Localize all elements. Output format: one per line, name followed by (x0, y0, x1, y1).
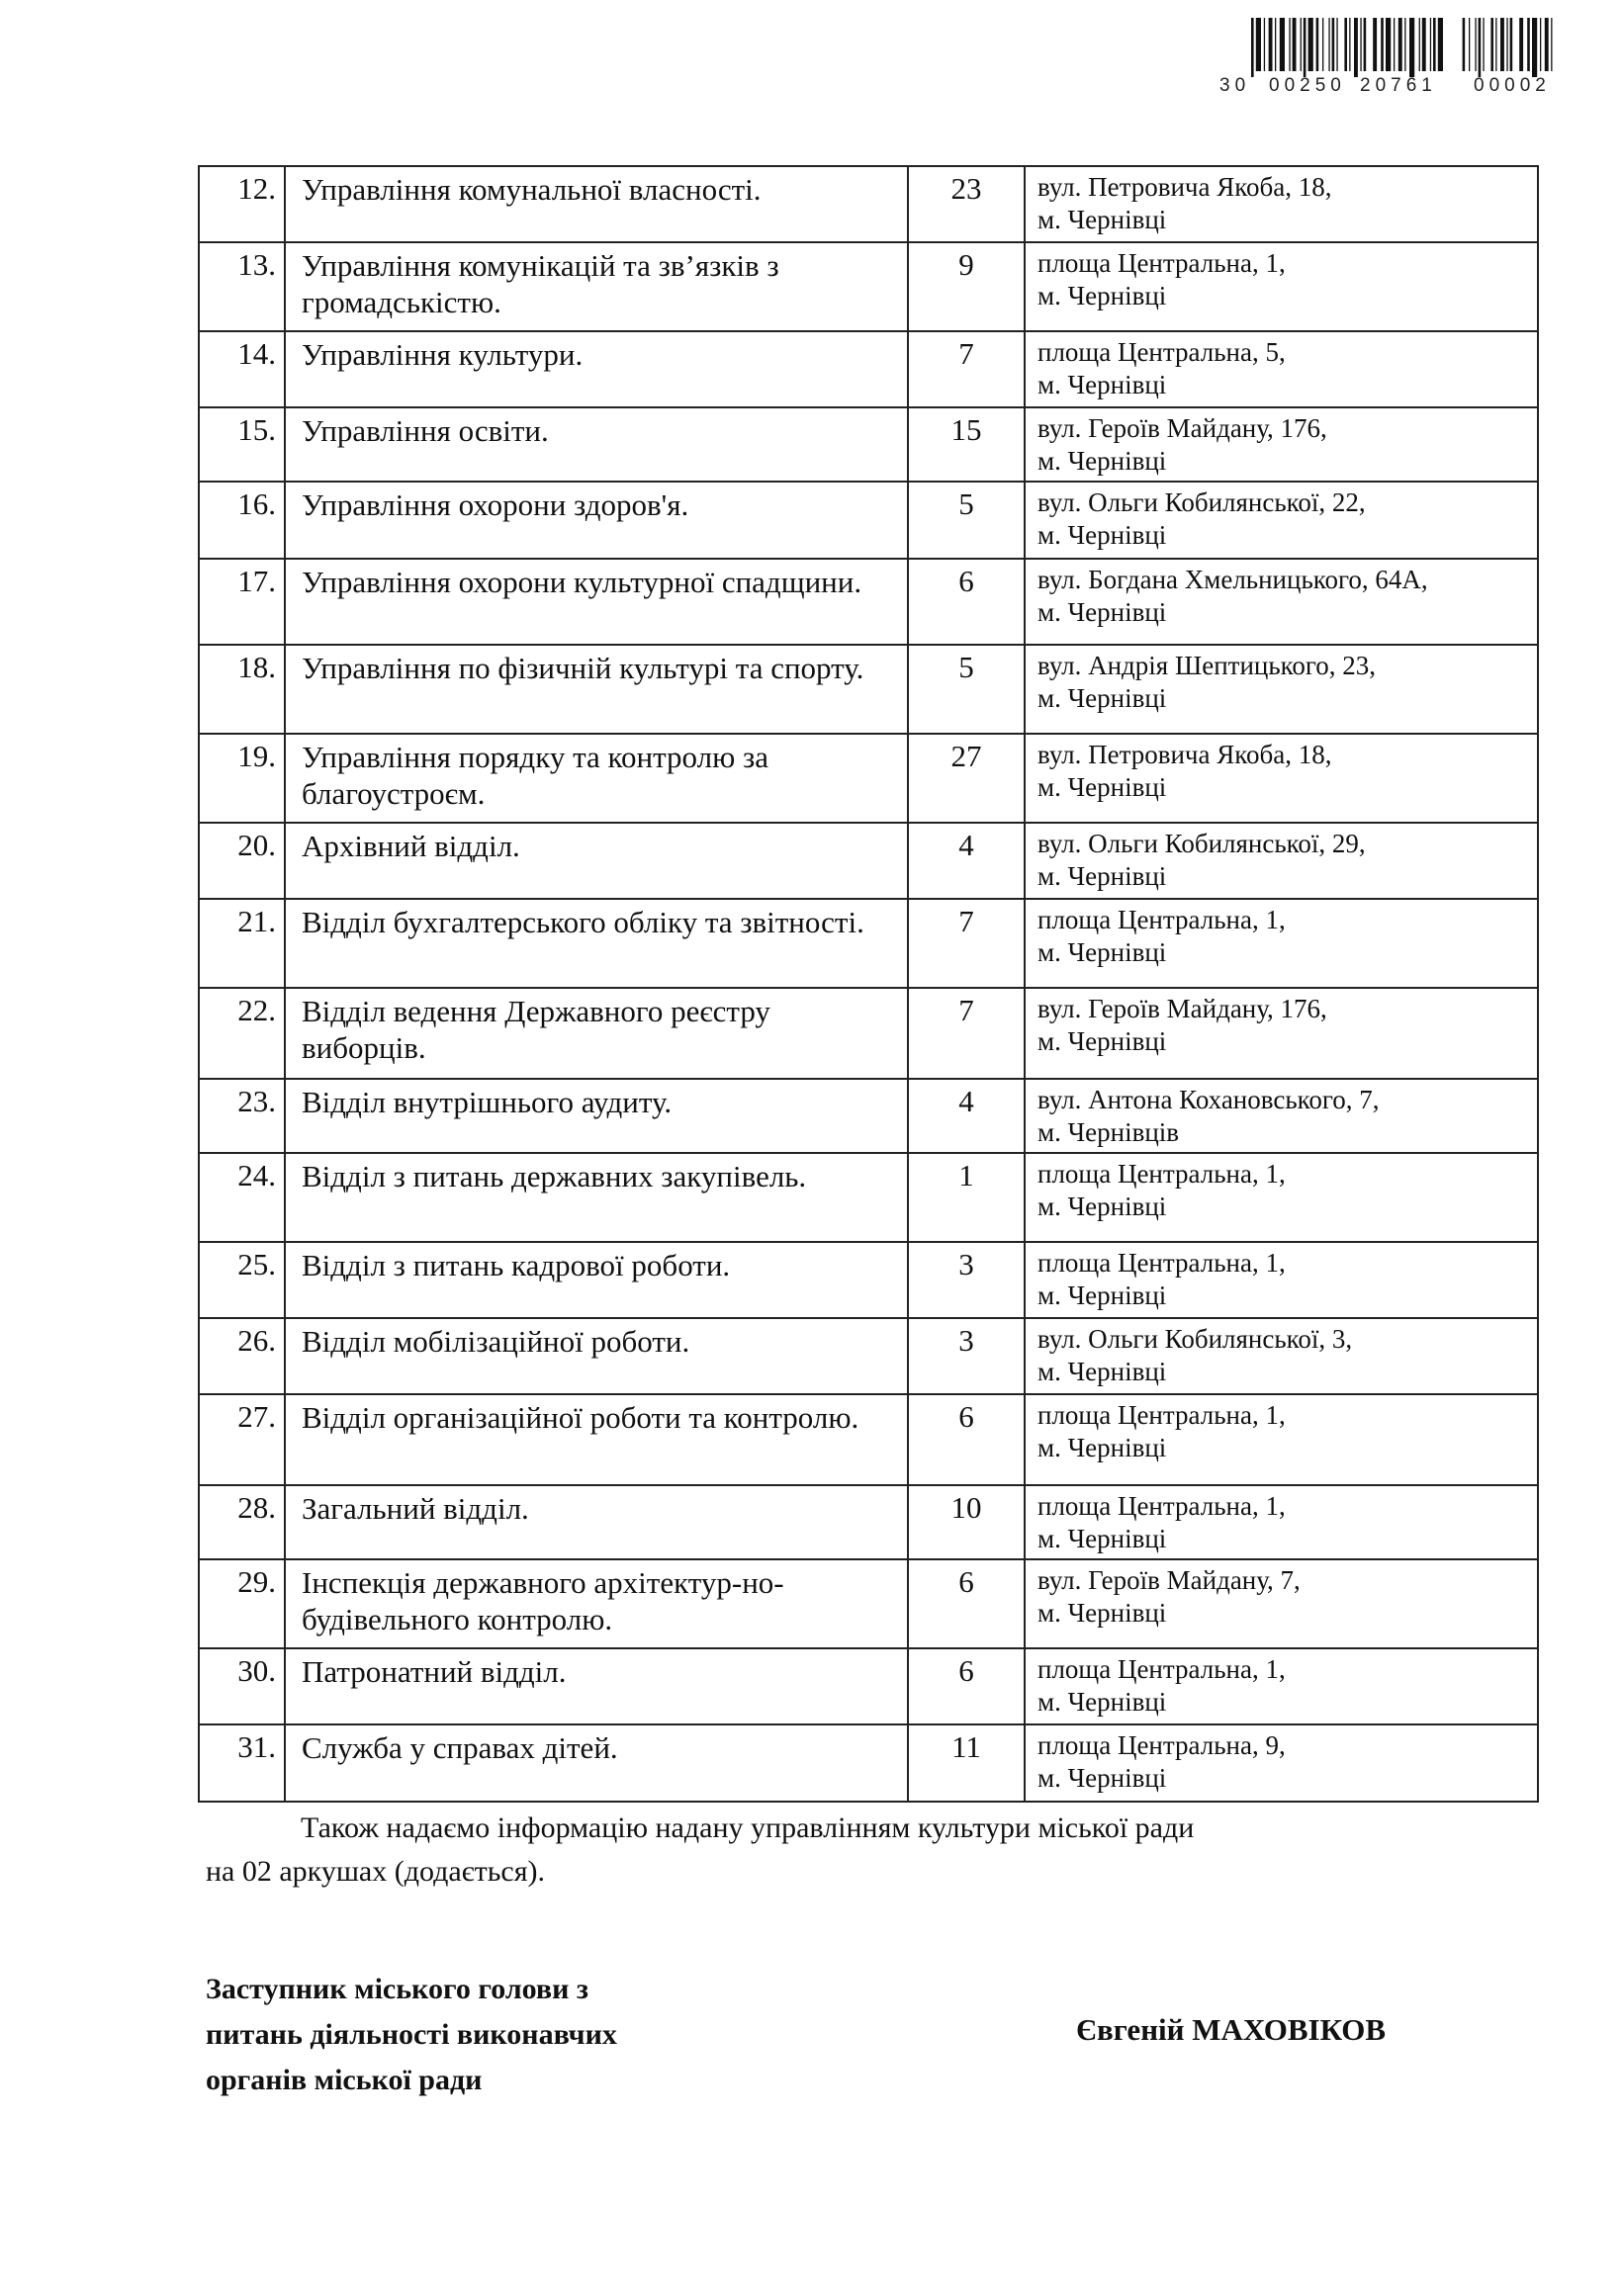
signatory-title (206, 1967, 617, 2103)
barcode-bar (1373, 18, 1377, 71)
department-name: Відділ організаційної роботи та контролю. (285, 1394, 908, 1485)
barcode-bar (1251, 18, 1254, 77)
address-line: м. Чернівці (1037, 1192, 1167, 1221)
address-line: вул. Петровича Якоба, 18, (1037, 740, 1332, 769)
barcode-bar (1322, 18, 1323, 71)
document-body (198, 165, 1553, 2115)
table-row (199, 1242, 1538, 1318)
address-line: вул. Героїв Майдану, 176, (1037, 413, 1327, 443)
signatory-title-line: органів міської ради (206, 2064, 483, 2096)
department-name: Відділ внутрішнього аудиту. (285, 1079, 908, 1153)
address-line: вул. Петровича Якоба, 18, (1037, 172, 1332, 202)
row-number: 16. (199, 482, 285, 559)
address-line: площа Центральна, 1, (1037, 1654, 1286, 1684)
address-line: м. Чернівці (1037, 1280, 1167, 1310)
department-name: Управління по фізичній культурі та спорту. (285, 645, 908, 734)
staff-count: 10 (908, 1485, 1025, 1559)
note-line: на 02 аркушах (додається). (206, 1855, 545, 1888)
barcode-bar (1381, 18, 1384, 71)
department-name: Управління комунікацій та зв’язків з громадськістю. (285, 242, 908, 331)
address (1025, 645, 1538, 734)
barcode-bar (1490, 18, 1493, 71)
barcode-bar (1264, 18, 1265, 71)
department-name: Відділ мобілізаційної роботи. (285, 1318, 908, 1394)
barcode-bar (1438, 18, 1443, 71)
address-line: м. Чернівці (1037, 1026, 1167, 1056)
address (1025, 823, 1538, 899)
barcode-bar (1463, 18, 1466, 71)
barcode-bar (1304, 18, 1307, 77)
address (1025, 1242, 1538, 1318)
staff-count: 3 (908, 1242, 1025, 1318)
barcode-bar (1419, 18, 1420, 71)
address (1025, 1079, 1538, 1153)
table-row (199, 242, 1538, 331)
address-line: площа Центральна, 5, (1037, 337, 1286, 367)
address-line: м. Чернівці (1037, 1433, 1167, 1462)
table-row (199, 1648, 1538, 1724)
address-line: вул. Богдана Хмельницького, 64А, (1037, 565, 1428, 594)
department-name: Управління комунальної власності. (285, 166, 908, 242)
department-name: Відділ з питань державних закупівель. (285, 1153, 908, 1242)
address (1025, 242, 1538, 331)
staff-count: 5 (908, 645, 1025, 734)
address-line: м. Чернівці (1037, 1763, 1167, 1793)
staff-count: 7 (908, 988, 1025, 1079)
staff-count: 7 (908, 899, 1025, 988)
barcode-bar (1308, 18, 1313, 71)
barcode-bar (1394, 18, 1395, 71)
barcode-bar (1540, 18, 1541, 71)
barcode-bar (1301, 18, 1302, 71)
address-line: м. Чернівці (1037, 683, 1167, 713)
barcode-bar (1475, 18, 1476, 71)
table-row (199, 734, 1538, 823)
barcode-bar (1349, 18, 1350, 71)
barcode-bar (1495, 18, 1496, 71)
staff-count: 3 (908, 1318, 1025, 1394)
staff-count: 4 (908, 1079, 1025, 1153)
address-line: м. Чернівці (1037, 281, 1167, 310)
address-line: м. Чернівці (1037, 205, 1167, 234)
staff-count: 6 (908, 1394, 1025, 1485)
barcode-bar (1386, 18, 1391, 71)
address-line: м. Чернівці (1037, 1524, 1167, 1553)
table-row (199, 482, 1538, 559)
row-number: 25. (199, 1242, 285, 1318)
table-row (199, 1079, 1538, 1153)
barcode-bar (1364, 18, 1367, 71)
address-line: площа Центральна, 1, (1037, 1400, 1286, 1430)
row-number: 19. (199, 734, 285, 823)
row-number: 12. (199, 166, 285, 242)
barcode-bar (1506, 18, 1507, 71)
barcode-bar (1256, 18, 1261, 71)
staff-count: 15 (908, 407, 1025, 482)
barcode-bar (1275, 18, 1276, 71)
barcode-bars (1212, 14, 1568, 77)
staff-count: 6 (908, 559, 1025, 645)
address-line: площа Центральна, 1, (1037, 1159, 1286, 1189)
barcode-bar (1404, 18, 1405, 71)
barcode-bar (1354, 18, 1358, 77)
address-line: площа Центральна, 9, (1037, 1730, 1286, 1760)
row-number: 21. (199, 899, 285, 988)
barcode-digits: 00002 (1474, 75, 1551, 96)
staff-count: 7 (908, 331, 1025, 407)
barcode-bar (1336, 18, 1337, 71)
address (1025, 1153, 1538, 1242)
address (1025, 331, 1538, 407)
barcode-bar (1469, 18, 1470, 71)
barcode-bar (1332, 18, 1335, 71)
address-line: м. Чернівці (1037, 370, 1167, 399)
barcode-bar (1344, 18, 1347, 71)
address-line: площа Центральна, 1, (1037, 1248, 1286, 1278)
row-number: 28. (199, 1485, 285, 1559)
address (1025, 734, 1538, 823)
row-number: 20. (199, 823, 285, 899)
barcode-bar (1527, 18, 1530, 71)
address-line: площа Центральна, 1, (1037, 1491, 1286, 1521)
barcode-bar (1360, 18, 1361, 71)
address (1025, 559, 1538, 645)
barcode-bar (1532, 18, 1537, 77)
barcode-bar (1328, 18, 1329, 71)
address (1025, 1648, 1538, 1724)
row-number: 29. (199, 1559, 285, 1648)
address-line: м. Чернівці (1037, 1598, 1167, 1628)
row-number: 26. (199, 1318, 285, 1394)
department-name: Інспекція державного архітектур-но-будівельного контролю. (285, 1559, 908, 1648)
address-line: вул. Героїв Майдану, 7, (1037, 1565, 1301, 1595)
address-line: площа Центральна, 1, (1037, 248, 1286, 278)
barcode-bar (1483, 18, 1484, 71)
staff-count: 6 (908, 1559, 1025, 1648)
row-number: 24. (199, 1153, 285, 1242)
barcode-bar (1500, 18, 1504, 71)
barcode-bar (1545, 18, 1549, 71)
department-name: Управління порядку та контролю за благоустроєм. (285, 734, 908, 823)
barcode-bar (1293, 18, 1297, 71)
address (1025, 899, 1538, 988)
row-number: 14. (199, 331, 285, 407)
table-row (199, 166, 1538, 242)
row-number: 18. (199, 645, 285, 734)
address (1025, 407, 1538, 482)
address (1025, 166, 1538, 242)
signature-block (206, 1967, 1553, 2115)
address (1025, 1559, 1538, 1648)
department-name: Відділ з питань кадрової роботи. (285, 1242, 908, 1318)
address-line: м. Чернівці (1037, 1687, 1167, 1717)
table-row (199, 331, 1538, 407)
document-barcode (1212, 14, 1568, 103)
barcode-bar (1289, 18, 1290, 71)
department-name: Відділ бухгалтерського обліку та звітності. (285, 899, 908, 988)
staff-count: 5 (908, 482, 1025, 559)
departments-table (198, 165, 1539, 1803)
barcode-bar (1316, 18, 1319, 71)
staff-count: 11 (908, 1724, 1025, 1802)
note-paragraph (206, 1807, 1551, 1894)
barcode-bar (1422, 18, 1426, 71)
department-name: Управління охорони культурної спадщини. (285, 559, 908, 645)
barcode-bar (1551, 18, 1552, 71)
barcode-bar (1433, 18, 1436, 71)
address-line: вул. Героїв Майдану, 176, (1037, 994, 1327, 1023)
row-number: 13. (199, 242, 285, 331)
department-name: Загальний відділ. (285, 1485, 908, 1559)
department-name: Управління охорони здоров'я. (285, 482, 908, 559)
table-row (199, 407, 1538, 482)
department-name: Управління освіти. (285, 407, 908, 482)
barcode-bar (1398, 18, 1402, 71)
table-row (199, 1724, 1538, 1802)
row-number: 30. (199, 1648, 285, 1724)
staff-count: 9 (908, 242, 1025, 331)
row-number: 22. (199, 988, 285, 1079)
barcode-digits: 20761 (1360, 75, 1437, 96)
department-name: Патронатний відділ. (285, 1648, 908, 1724)
address-line: вул. Ольги Кобилянської, 29, (1037, 829, 1366, 858)
address-line: м. Чернівці (1037, 1357, 1167, 1386)
row-number: 17. (199, 559, 285, 645)
address-line: площа Центральна, 1, (1037, 905, 1286, 934)
barcode-bar (1519, 18, 1523, 71)
table-row (199, 1394, 1538, 1485)
signatory-name: Євгеній МАХОВІКОВ (1076, 2012, 1387, 2047)
address-line: м. Чернівці (1037, 772, 1167, 802)
address-line: м. Чернівці (1037, 597, 1167, 627)
row-number: 31. (199, 1724, 285, 1802)
staff-count: 23 (908, 166, 1025, 242)
barcode-bar (1479, 18, 1482, 77)
barcode-digits: 00250 (1269, 75, 1346, 96)
barcode-bar (1409, 18, 1414, 77)
staff-count: 27 (908, 734, 1025, 823)
department-name: Відділ ведення Державного реєстру виборців. (285, 988, 908, 1079)
table-row (199, 988, 1538, 1079)
address-line: м. Чернівці (1037, 520, 1167, 550)
barcode-bar (1430, 18, 1431, 71)
address-line: вул. Ольги Кобилянської, 22, (1037, 487, 1366, 517)
staff-count: 6 (908, 1648, 1025, 1724)
address-line: вул. Андрія Шептицького, 23, (1037, 651, 1377, 680)
address-line: м. Чернівці (1037, 446, 1167, 476)
address-line: вул. Ольги Кобилянської, 3, (1037, 1324, 1353, 1354)
address (1025, 1394, 1538, 1485)
signatory-title-line: питань діяльності виконавчих (206, 2018, 617, 2051)
table-row (199, 823, 1538, 899)
barcode-digits: 30 (1219, 75, 1251, 96)
address (1025, 1485, 1538, 1559)
address-line: м. Чернівці (1037, 861, 1167, 891)
table-row (199, 645, 1538, 734)
department-name: Архівний відділ. (285, 823, 908, 899)
address-line: м. Чернівців (1037, 1117, 1180, 1147)
table-row (199, 1153, 1538, 1242)
barcode-bar (1280, 18, 1285, 71)
address (1025, 1724, 1538, 1802)
note-line: Також надаємо інформацію надану управлінням культури міської ради (301, 1811, 1195, 1844)
table-row (199, 1318, 1538, 1394)
address (1025, 482, 1538, 559)
barcode-bar (1510, 18, 1513, 71)
signatory-title-line: Заступник міського голови з (206, 1973, 588, 2005)
table-row (199, 899, 1538, 988)
address (1025, 1318, 1538, 1394)
barcode-bar (1269, 18, 1273, 71)
address-line: вул. Антона Кохановського, 7, (1037, 1085, 1380, 1114)
row-number: 15. (199, 407, 285, 482)
table-row (199, 1559, 1538, 1648)
staff-count: 1 (908, 1153, 1025, 1242)
department-name: Управління культури. (285, 331, 908, 407)
table-row (199, 1485, 1538, 1559)
row-number: 27. (199, 1394, 285, 1485)
address (1025, 988, 1538, 1079)
address-line: м. Чернівці (1037, 937, 1167, 967)
row-number: 23. (199, 1079, 285, 1153)
staff-count: 4 (908, 823, 1025, 899)
table-row (199, 559, 1538, 645)
department-name: Служба у справах дітей. (285, 1724, 908, 1802)
